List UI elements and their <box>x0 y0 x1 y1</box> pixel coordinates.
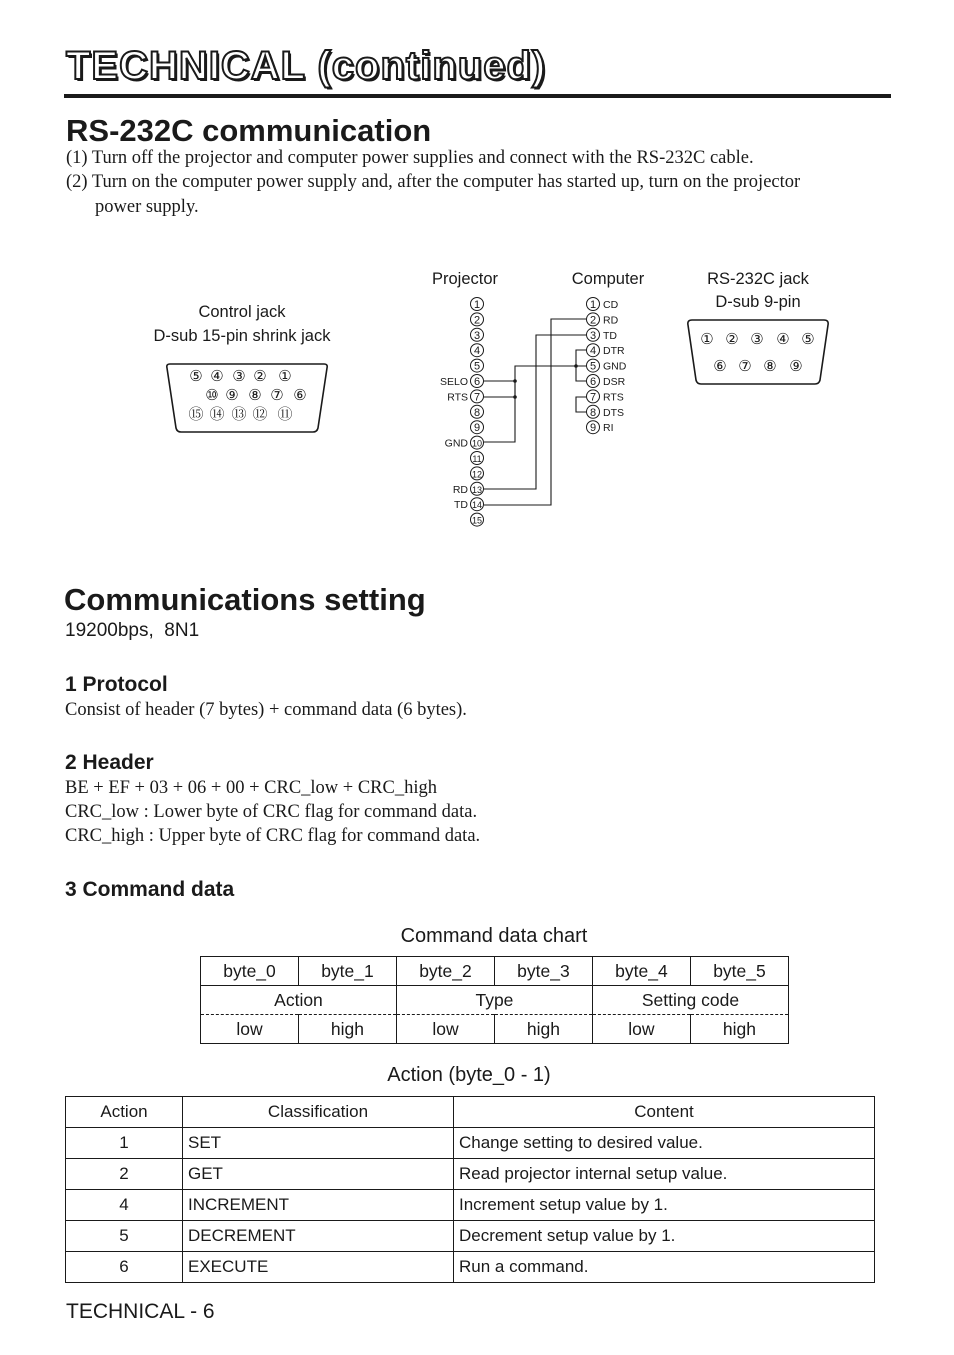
computer-pin-number: 4 <box>589 345 597 358</box>
header-heading: 2 Header <box>65 751 154 774</box>
group-cell-setting-code: Setting code <box>592 986 788 1015</box>
control-jack-sublabel: D-sub 15-pin shrink jack <box>153 327 331 345</box>
computer-pin-name: RD <box>603 314 619 327</box>
d15-pin: ⑪ <box>277 406 293 423</box>
computer-pin-number: 6 <box>589 376 597 388</box>
content-cell: Run a command. <box>454 1252 875 1283</box>
action-cell: 6 <box>66 1252 183 1283</box>
lowhigh-row <box>201 1015 789 1044</box>
computer-pin-name: TD <box>603 329 617 342</box>
projector-pin-number: 14 <box>471 500 483 511</box>
col-header-classification: Classification <box>183 1097 454 1128</box>
group-cell-type: Type <box>396 986 592 1015</box>
header-line-3: CRC_high : Upper byte of CRC flag for command data. <box>65 826 481 846</box>
table-row <box>66 1190 875 1221</box>
lowhigh-cell: low <box>201 1015 299 1044</box>
projector-pin-column <box>440 298 484 527</box>
content-cell: Increment setup value by 1. <box>454 1190 875 1221</box>
projector-pin-number: 9 <box>473 422 481 435</box>
projector-pin-number: 3 <box>473 329 481 342</box>
projector-pin-number: 5 <box>473 360 481 373</box>
command-heading: 3 Command data <box>65 878 235 901</box>
byte-cell: byte_3 <box>494 957 592 986</box>
projector-pin-number: 12 <box>471 469 483 480</box>
computer-pin-name: CD <box>603 299 619 311</box>
d15-pin: ⑩ <box>205 387 219 404</box>
rs232-jack-sublabel: D-sub 9-pin <box>715 293 801 311</box>
d15-pin: ⑦ <box>270 387 284 404</box>
projector-label: Projector <box>431 270 499 288</box>
classification-cell: EXECUTE <box>183 1252 454 1283</box>
action-table <box>65 1096 875 1283</box>
projector-pin-name: SELO <box>439 376 468 388</box>
d15-pin: ⑧ <box>248 387 262 404</box>
d9-pin: ① <box>700 331 714 348</box>
d9-pin: ⑦ <box>738 358 752 375</box>
action-cell: 2 <box>66 1159 183 1190</box>
comm-heading: Communications setting <box>64 582 426 617</box>
rs232-step-2-cont: power supply. <box>95 197 199 217</box>
table-row <box>66 1252 875 1283</box>
d9-pin: ⑨ <box>789 358 803 375</box>
computer-pin-number: 7 <box>589 391 597 404</box>
projector-pin-name: GND <box>444 437 468 450</box>
byte-cell: byte_4 <box>592 957 690 986</box>
col-header-content: Content <box>454 1097 875 1128</box>
d9-pin: ④ <box>776 331 790 348</box>
groups-row <box>201 986 789 1015</box>
protocol-heading: 1 Protocol <box>65 673 168 696</box>
computer-pin-number: 1 <box>589 299 597 311</box>
projector-pin-name: RTS <box>447 391 468 404</box>
d15-pin: ⑨ <box>225 387 239 404</box>
d15-pin: ⑫ <box>252 406 268 423</box>
projector-pin-number: 1 <box>473 299 481 311</box>
projector-pin-number: 4 <box>473 345 481 358</box>
d15-pin: ⑮ <box>188 406 204 423</box>
d9-connector-outline <box>688 320 828 384</box>
classification-cell: INCREMENT <box>183 1190 454 1221</box>
action-cell: 4 <box>66 1190 183 1221</box>
d9-pin: ⑥ <box>713 358 727 375</box>
page-title: TECHNICAL (continued) <box>66 44 547 88</box>
d9-pin-group <box>700 331 814 375</box>
d9-pin: ② <box>725 331 739 348</box>
projector-pin-number: 10 <box>471 438 483 449</box>
comm-rate: 19200bps, 8N1 <box>65 620 200 641</box>
action-cell: 5 <box>66 1221 183 1252</box>
d15-pin: ③ <box>232 368 246 385</box>
projector-pin-number: 8 <box>473 406 481 419</box>
d15-pin: ⑭ <box>209 406 225 423</box>
computer-pin-name: DTS <box>603 406 624 419</box>
table-row <box>66 1128 875 1159</box>
table-row <box>66 1159 875 1190</box>
content-cell: Decrement setup value by 1. <box>454 1221 875 1252</box>
content-cell: Change setting to desired value. <box>454 1128 875 1159</box>
control-jack-label: Control jack <box>198 303 286 321</box>
header-line-1: BE + EF + 03 + 06 + 00 + CRC_low + CRC_high <box>65 778 438 798</box>
action-cell: 1 <box>66 1128 183 1159</box>
d15-pin: ⑬ <box>231 406 247 423</box>
byte-cell: byte_5 <box>690 957 788 986</box>
wiring-svg <box>0 260 954 540</box>
d15-pin: ① <box>278 368 292 385</box>
action-table-title: Action (byte_0 - 1) <box>387 1064 551 1086</box>
projector-pin-number: 13 <box>471 484 483 495</box>
action-table-header <box>66 1097 875 1128</box>
command-data-chart <box>200 956 789 1044</box>
classification-cell: GET <box>183 1159 454 1190</box>
computer-label: Computer <box>571 270 645 288</box>
computer-pin-name: GND <box>603 360 627 373</box>
byte-cell: byte_1 <box>298 957 396 986</box>
projector-pin-number: 11 <box>472 454 482 464</box>
rs232-step-1: (1) Turn off the projector and computer power supplies and connect with the RS-232C cable. <box>66 148 754 168</box>
content-cell: Read projector internal setup value. <box>454 1159 875 1190</box>
d15-pin: ⑥ <box>293 387 307 404</box>
projector-pin-number: 6 <box>473 376 481 388</box>
wires <box>484 319 586 505</box>
rs232-jack-label: RS-232C jack <box>707 270 809 288</box>
projector-pin-name: RD <box>452 483 468 496</box>
d9-pin: ⑧ <box>763 358 777 375</box>
lowhigh-cell: low <box>396 1015 494 1044</box>
computer-pin-name: DSR <box>603 376 626 388</box>
computer-pin-number: 8 <box>589 406 597 419</box>
projector-pin-number: 2 <box>473 314 481 327</box>
d15-pin: ⑤ <box>189 368 203 385</box>
wiring-diagram <box>0 260 954 540</box>
projector-pin-number: 15 <box>471 515 483 526</box>
projector-pin-number: 7 <box>473 391 481 404</box>
lowhigh-cell: high <box>690 1015 788 1044</box>
d9-pin: ③ <box>750 331 764 348</box>
table-row <box>66 1221 875 1252</box>
junction-dots <box>513 364 578 399</box>
computer-pin-number: 9 <box>589 422 597 435</box>
byte-cell: byte_0 <box>201 957 299 986</box>
lowhigh-cell: low <box>592 1015 690 1044</box>
d15-pin-group <box>188 368 306 423</box>
d9-pin: ⑤ <box>801 331 815 348</box>
lowhigh-cell: high <box>298 1015 396 1044</box>
protocol-text: Consist of header (7 bytes) + command data (6 bytes). <box>65 700 467 720</box>
col-header-action: Action <box>66 1097 183 1128</box>
computer-pin-column <box>587 298 627 435</box>
computer-pin-number: 2 <box>589 314 597 327</box>
computer-pin-number: 3 <box>589 329 597 342</box>
classification-cell: DECREMENT <box>183 1221 454 1252</box>
bytes-row <box>201 957 789 986</box>
computer-pin-name: RI <box>603 422 614 435</box>
group-cell-action: Action <box>201 986 397 1015</box>
computer-pin-name: DTR <box>603 345 625 358</box>
computer-pin-number: 5 <box>589 360 597 373</box>
d15-pin: ④ <box>210 368 224 385</box>
d15-pin: ② <box>253 368 267 385</box>
computer-pin-name: RTS <box>603 391 624 404</box>
projector-pin-name: TD <box>454 499 468 512</box>
lowhigh-cell: high <box>494 1015 592 1044</box>
rs232-heading: RS-232C communication <box>66 113 432 148</box>
byte-cell: byte_2 <box>396 957 494 986</box>
rs232-step-2: (2) Turn on the computer power supply and, after the computer has started up, turn on the projector <box>66 172 801 192</box>
header-line-2: CRC_low : Lower byte of CRC flag for command data. <box>65 802 478 822</box>
title-rule <box>64 94 891 98</box>
classification-cell: SET <box>183 1128 454 1159</box>
command-chart-title: Command data chart <box>400 925 588 947</box>
page-footer: TECHNICAL - 6 <box>66 1300 215 1323</box>
